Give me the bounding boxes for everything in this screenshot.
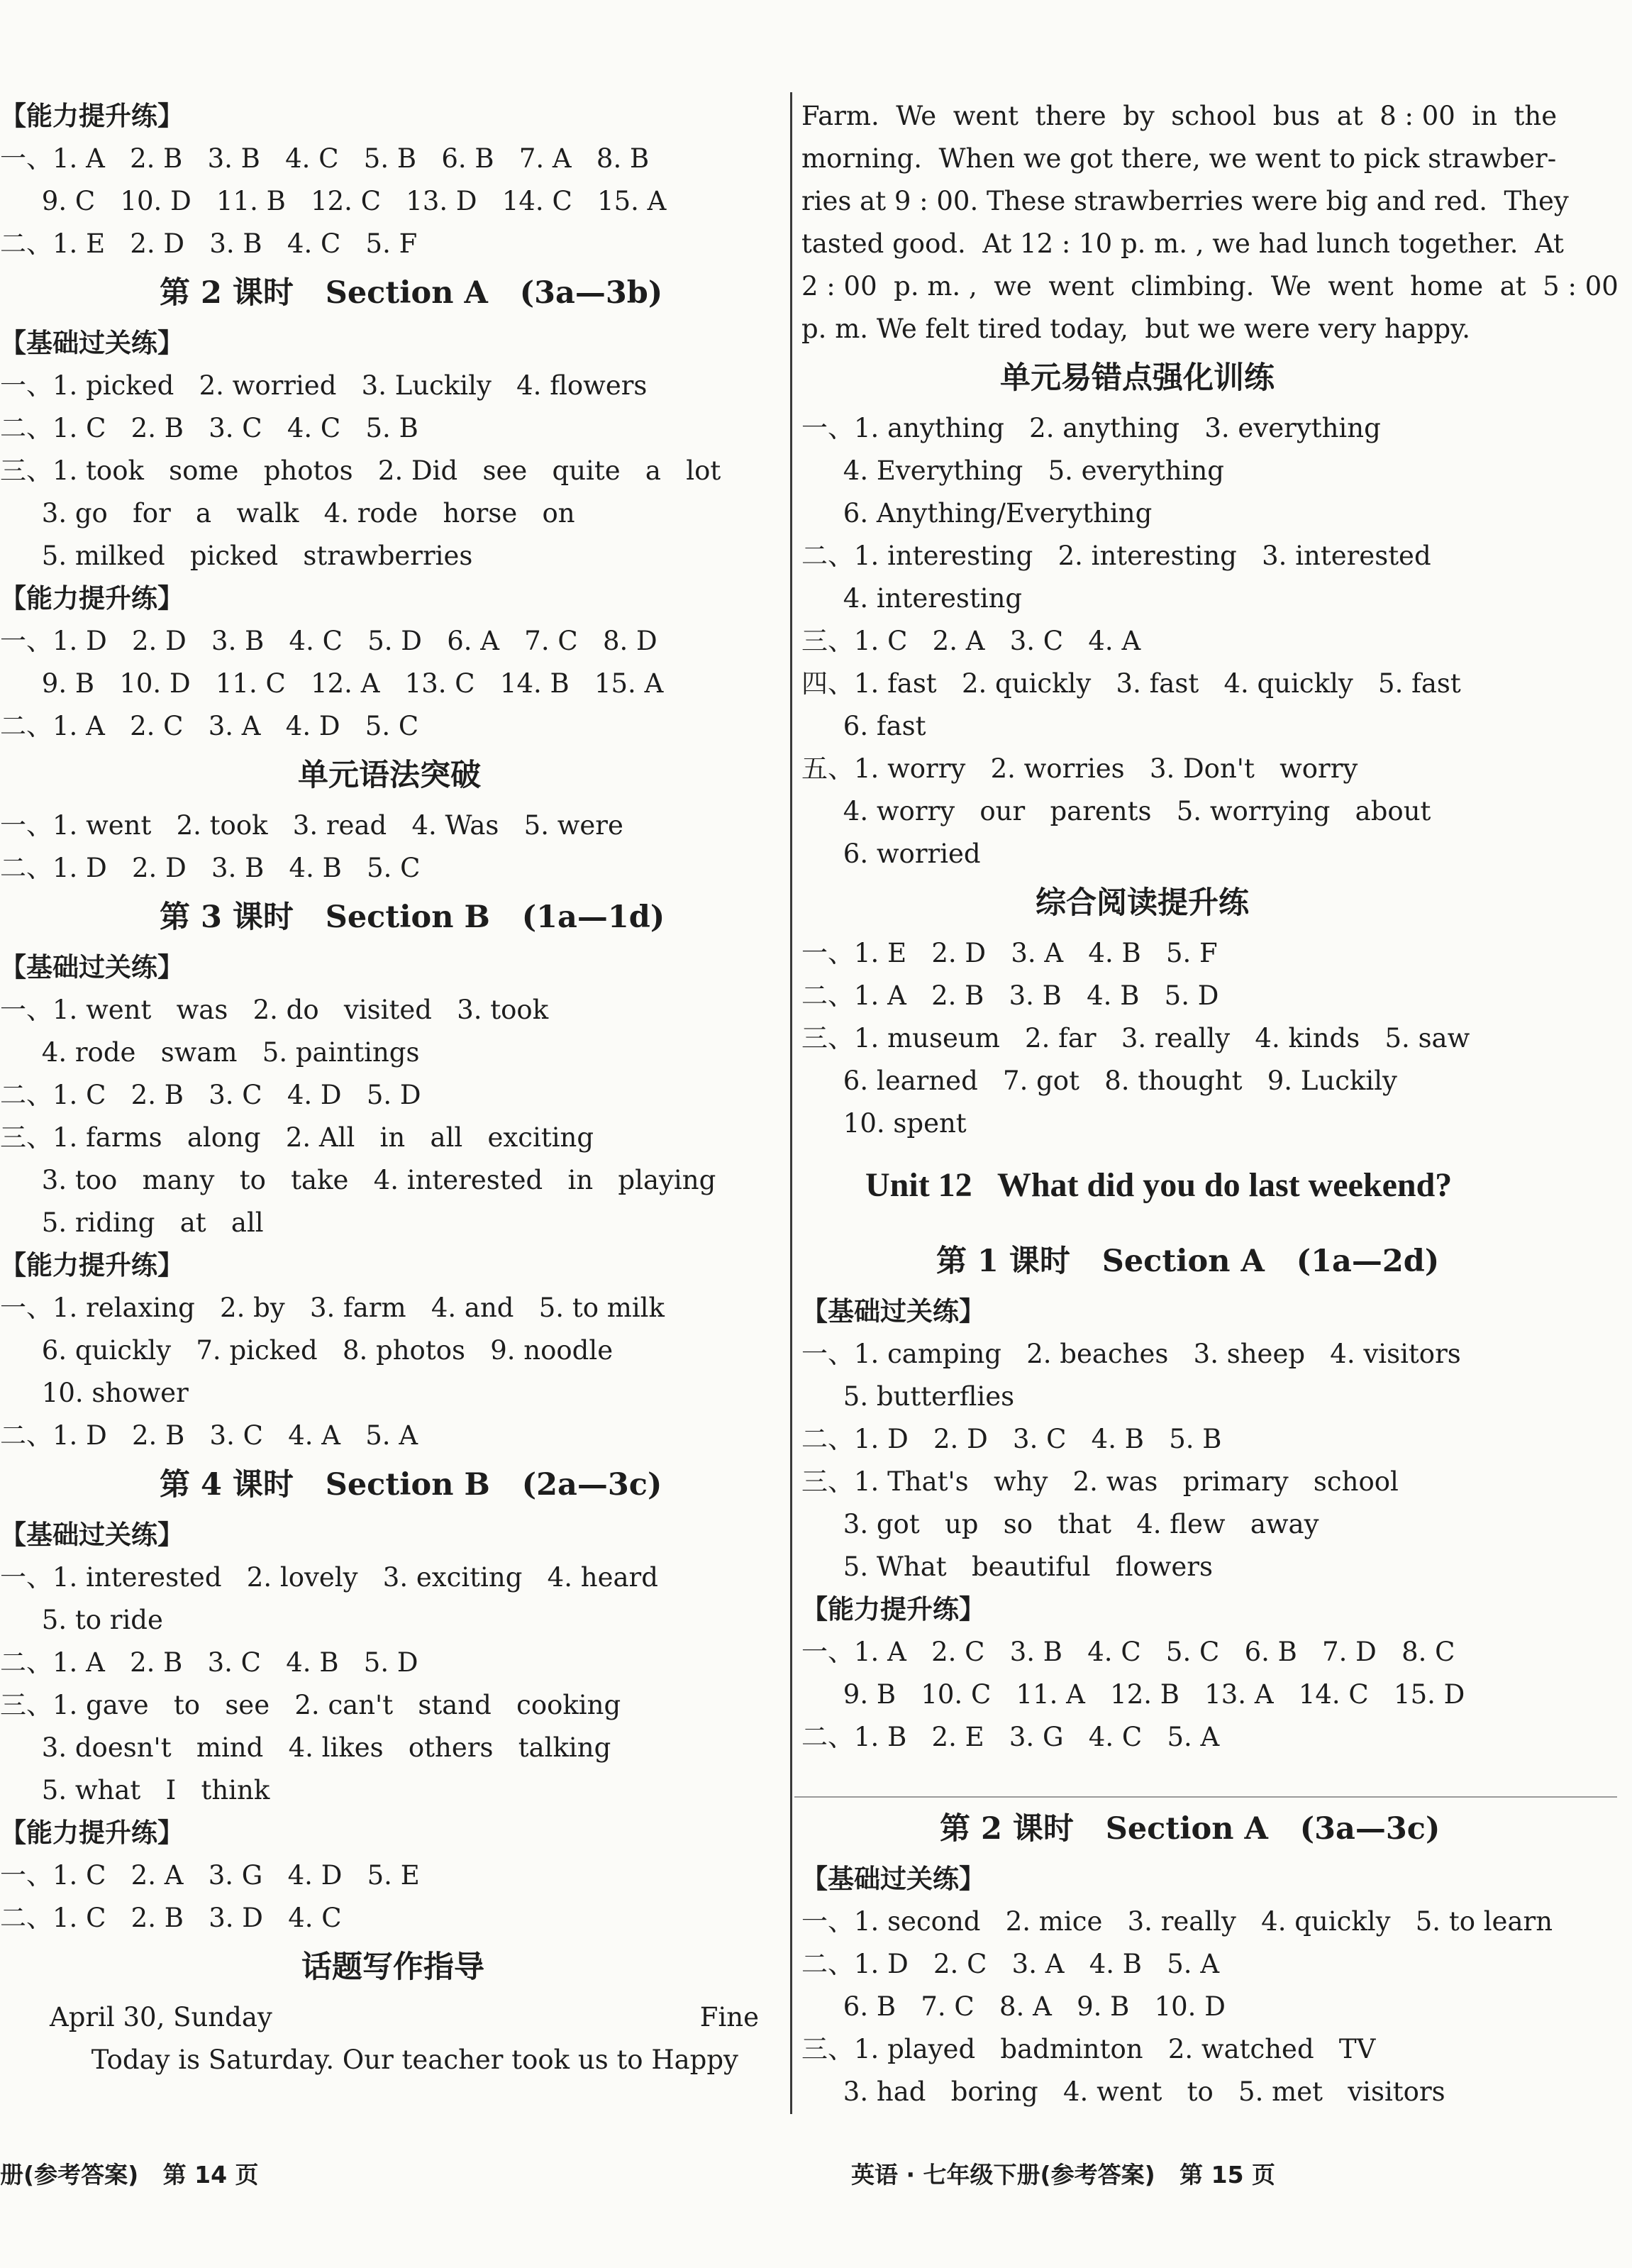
answer-line: 二、1. D 2. D 3. C 4. B 5. B bbox=[801, 1424, 1222, 1454]
answer-line: 三、1. That's why 2. was primary school bbox=[801, 1466, 1399, 1497]
answer-line: 三、1. C 2. A 3. C 4. A bbox=[801, 626, 1141, 656]
answer-line: 一、1. picked 2. worried 3. Luckily 4. flowers bbox=[0, 370, 648, 401]
answer-line: 二、1. interesting 2. interesting 3. interested bbox=[801, 541, 1431, 571]
answer-line: 五、1. worry 2. worries 3. Don't worry bbox=[801, 753, 1358, 784]
answer-line: 3. had boring 4. went to 5. met visitors bbox=[801, 2076, 1445, 2107]
section-tag: 【能力提升练】 bbox=[0, 1818, 184, 1848]
answer-line: 三、1. took some photos 2. Did see quite a lot bbox=[0, 455, 721, 486]
lesson-heading: 第 2 课时 Section A (3a—3b) bbox=[160, 275, 663, 311]
answer-line: 一、1. anything 2. anything 3. everything bbox=[801, 413, 1381, 443]
section-tag: 【能力提升练】 bbox=[0, 101, 184, 131]
column-divider bbox=[790, 92, 792, 2114]
answer-line: 一、1. E 2. D 3. A 4. B 5. F bbox=[801, 938, 1218, 968]
answer-line: 二、1. C 2. B 3. C 4. C 5. B bbox=[0, 413, 418, 443]
section-tag: 【基础过关练】 bbox=[0, 952, 184, 983]
section-tag: 【基础过关练】 bbox=[0, 328, 184, 358]
answer-line: 6. B 7. C 8. A 9. B 10. D bbox=[801, 1991, 1226, 2022]
answer-line: 4. Everything 5. everything bbox=[801, 455, 1224, 486]
essay-weather: Fine bbox=[699, 2002, 759, 2032]
answer-line: 一、1. C 2. A 3. G 4. D 5. E bbox=[0, 1860, 420, 1891]
lesson-heading: 第 1 课时 Section A (1a—2d) bbox=[936, 1244, 1440, 1279]
answer-line: 三、1. played badminton 2. watched TV bbox=[801, 2034, 1376, 2064]
essay-line: Today is Saturday. Our teacher took us to Happy bbox=[50, 2045, 738, 2075]
horizontal-rule bbox=[794, 1796, 1617, 1798]
section-tag: 【基础过关练】 bbox=[0, 1520, 184, 1550]
lesson-heading: 第 3 课时 Section B (1a—1d) bbox=[160, 900, 665, 935]
section-heading: 综合阅读提升练 bbox=[1036, 885, 1249, 921]
essay-line: ries at 9 : 00. These strawberries were big and red. They bbox=[801, 186, 1569, 216]
answer-line: 4. rode swam 5. paintings bbox=[0, 1037, 420, 1068]
answer-line: 10. spent bbox=[801, 1108, 967, 1139]
answer-line: 二、1. B 2. E 3. G 4. C 5. A bbox=[801, 1722, 1220, 1752]
answer-line: 3. go for a walk 4. rode horse on bbox=[0, 498, 575, 529]
answer-line: 一、1. went was 2. do visited 3. took bbox=[0, 995, 549, 1025]
answer-line: 5. what I think bbox=[0, 1775, 270, 1805]
answer-line: 二、1. A 2. B 3. C 4. B 5. D bbox=[0, 1647, 418, 1678]
answer-line: 一、1. relaxing 2. by 3. farm 4. and 5. to milk bbox=[0, 1293, 665, 1323]
answer-line: 一、1. went 2. took 3. read 4. Was 5. were bbox=[0, 810, 623, 841]
answer-line: 6. learned 7. got 8. thought 9. Luckily bbox=[801, 1066, 1397, 1096]
answer-line: 9. C 10. D 11. B 12. C 13. D 14. C 15. A bbox=[0, 186, 667, 216]
answer-line: 一、1. A 2. B 3. B 4. C 5. B 6. B 7. A 8. B bbox=[0, 143, 650, 174]
section-tag: 【基础过关练】 bbox=[801, 1864, 985, 1894]
essay-line: 2 : 00 p. m. , we went climbing. We went home at 5 : 00 bbox=[801, 271, 1619, 302]
answer-line: 二、1. E 2. D 3. B 4. C 5. F bbox=[0, 228, 418, 259]
answer-line: 3. too many to take 4. interested in playing bbox=[0, 1165, 716, 1195]
answer-line: 6. quickly 7. picked 8. photos 9. noodle bbox=[0, 1335, 614, 1366]
section-tag: 【能力提升练】 bbox=[801, 1594, 985, 1625]
answer-line: 一、1. A 2. C 3. B 4. C 5. C 6. B 7. D 8. C bbox=[801, 1637, 1455, 1667]
answer-line: 6. Anything/Everything bbox=[801, 498, 1153, 529]
answer-line: 6. fast bbox=[801, 711, 926, 741]
answer-line: 5. riding at all bbox=[0, 1207, 264, 1238]
answer-line: 3. doesn't mind 4. likes others talking bbox=[0, 1732, 611, 1763]
answer-line: 3. got up so that 4. flew away bbox=[801, 1509, 1319, 1539]
essay-line: tasted good. At 12 : 10 p. m. , we had lunch together. At bbox=[801, 228, 1564, 259]
lesson-heading: 第 4 课时 Section B (2a—3c) bbox=[160, 1467, 662, 1503]
unit-title: Unit 12 What did you do last weekend? bbox=[865, 1166, 1453, 1204]
essay-line: morning. When we got there, we went to pick strawber- bbox=[801, 143, 1557, 174]
answer-line: 5. What beautiful flowers bbox=[801, 1551, 1213, 1582]
answer-line: 二、1. C 2. B 3. D 4. C bbox=[0, 1903, 342, 1933]
section-tag: 【能力提升练】 bbox=[0, 1250, 184, 1280]
section-heading: 单元语法突破 bbox=[298, 758, 481, 793]
answer-line: 三、1. farms along 2. All in all exciting bbox=[0, 1122, 594, 1153]
answer-line: 二、1. A 2. C 3. A 4. D 5. C bbox=[0, 711, 419, 741]
answer-line: 二、1. D 2. B 3. C 4. A 5. A bbox=[0, 1420, 418, 1451]
answer-line: 6. worried bbox=[801, 839, 981, 869]
answer-line: 10. shower bbox=[0, 1378, 189, 1408]
answer-line: 5. butterflies bbox=[801, 1381, 1015, 1412]
section-heading: 话题写作指导 bbox=[301, 1949, 484, 1985]
answer-line: 二、1. C 2. B 3. C 4. D 5. D bbox=[0, 1080, 421, 1110]
answer-line: 一、1. camping 2. beaches 3. sheep 4. visitors bbox=[801, 1339, 1461, 1369]
essay-date: April 30, Sunday bbox=[50, 2002, 272, 2032]
answer-line: 9. B 10. D 11. C 12. A 13. C 14. B 15. A bbox=[0, 668, 664, 699]
lesson-heading: 第 2 课时 Section A (3a—3c) bbox=[940, 1811, 1441, 1847]
answer-line: 三、1. gave to see 2. can't stand cooking bbox=[0, 1690, 621, 1720]
section-tag: 【能力提升练】 bbox=[0, 583, 184, 614]
answer-line: 一、1. D 2. D 3. B 4. C 5. D 6. A 7. C 8. D bbox=[0, 626, 657, 656]
answer-line: 一、1. second 2. mice 3. really 4. quickly 5. to learn bbox=[801, 1906, 1553, 1937]
section-tag: 【基础过关练】 bbox=[801, 1296, 985, 1327]
answer-line: 二、1. A 2. B 3. B 4. B 5. D bbox=[801, 980, 1219, 1011]
answer-line: 9. B 10. C 11. A 12. B 13. A 14. C 15. D bbox=[801, 1679, 1465, 1710]
answer-line: 四、1. fast 2. quickly 3. fast 4. quickly 5. fast bbox=[801, 668, 1461, 699]
answer-line: 二、1. D 2. C 3. A 4. B 5. A bbox=[801, 1949, 1220, 1979]
essay-line: Farm. We went there by school bus at 8 : 00 in the bbox=[801, 101, 1558, 131]
answer-line: 4. worry our parents 5. worrying about bbox=[801, 796, 1431, 826]
answer-line: 二、1. D 2. D 3. B 4. B 5. C bbox=[0, 853, 421, 883]
footer-left-page-number: 册(参考答案) 第 14 页 bbox=[0, 2161, 259, 2189]
answer-line: 三、1. museum 2. far 3. really 4. kinds 5. saw bbox=[801, 1023, 1470, 1053]
answer-line: 4. interesting bbox=[801, 583, 1023, 614]
answer-line: 5. to ride bbox=[0, 1605, 163, 1635]
section-heading: 单元易错点强化训练 bbox=[1000, 360, 1275, 396]
footer-right-page-number: 英语 · 七年级下册(参考答案) 第 15 页 bbox=[851, 2161, 1276, 2189]
essay-line: p. m. We felt tired today, but we were very happy. bbox=[801, 314, 1470, 344]
answer-line: 一、1. interested 2. lovely 3. exciting 4. heard bbox=[0, 1562, 658, 1593]
answer-line: 5. milked picked strawberries bbox=[0, 541, 473, 571]
